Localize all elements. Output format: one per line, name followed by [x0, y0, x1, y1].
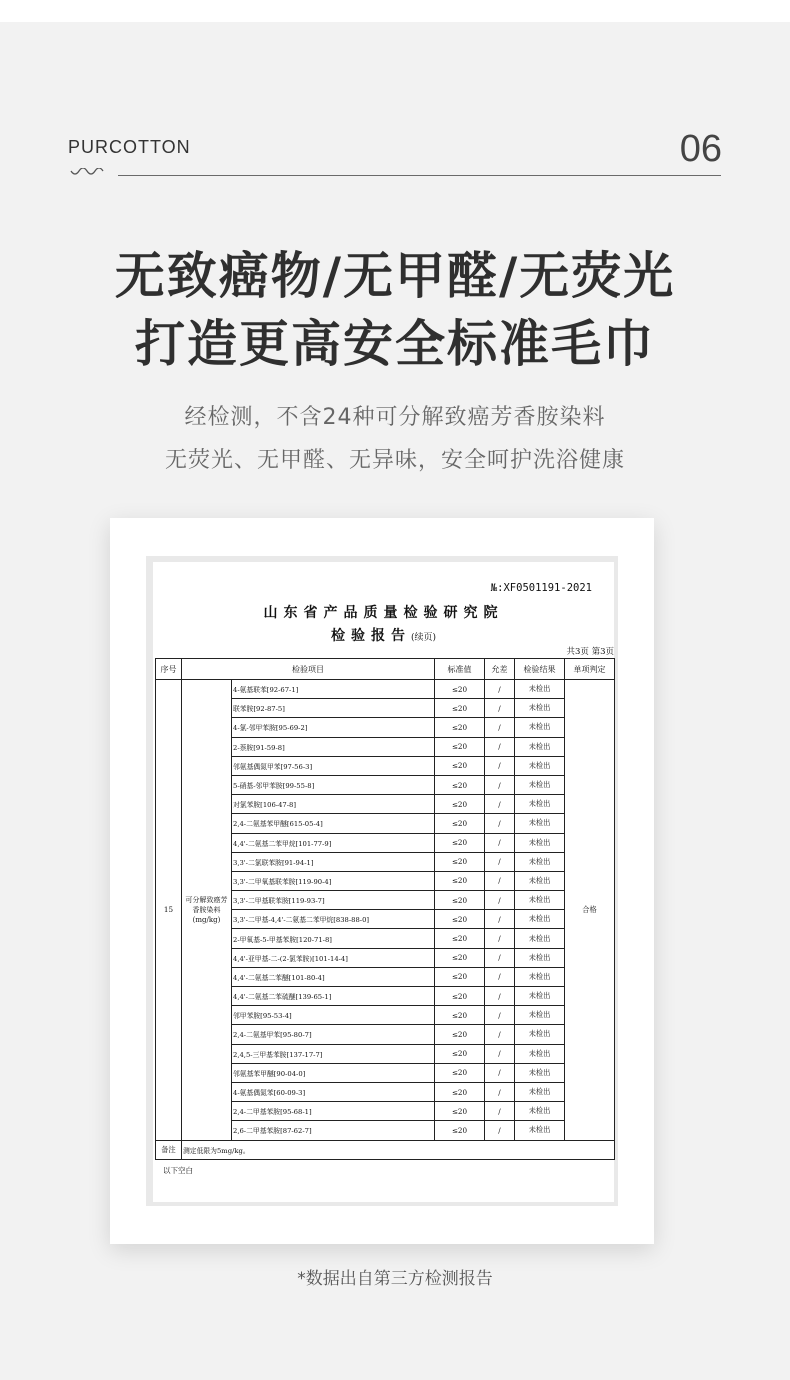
- tolerance: /: [485, 814, 515, 833]
- test-item: 2,4-二氨基甲苯[95-80-7]: [232, 1025, 435, 1044]
- description-line2: 无荧光、无甲醛、无异味，安全呵护洗浴健康: [164, 448, 625, 473]
- tolerance: /: [485, 1025, 515, 1044]
- test-item: 3,3'-二甲氧基联苯胺[119-90-4]: [232, 871, 435, 890]
- test-item: 4,4'-二氨基二苯醚[101-80-4]: [232, 967, 435, 986]
- page-number: 06: [679, 128, 722, 170]
- test-result: 未检出: [515, 929, 565, 948]
- standard-value: ≤20: [435, 680, 485, 699]
- tolerance: /: [485, 756, 515, 775]
- tolerance: /: [485, 1063, 515, 1082]
- test-item: 联苯胺[92-87-5]: [232, 699, 435, 718]
- test-item: 2,4,5-三甲基苯胺[137-17-7]: [232, 1044, 435, 1063]
- tolerance: /: [485, 1044, 515, 1063]
- description-line1: 经检测，不含24种可分解致癌芳香胺染料: [184, 405, 606, 430]
- test-report: [153, 562, 614, 1202]
- test-item: 4-氨基联苯[92-67-1]: [232, 680, 435, 699]
- tolerance: /: [485, 1006, 515, 1025]
- tolerance: /: [485, 987, 515, 1006]
- standard-value: ≤20: [435, 756, 485, 775]
- test-result: 未检出: [515, 987, 565, 1006]
- test-item: 2,6-二甲基苯胺[87-62-7]: [232, 1121, 435, 1140]
- test-result: 未检出: [515, 795, 565, 814]
- report-title-text: 检验报告: [330, 628, 411, 644]
- standard-value: ≤20: [435, 910, 485, 929]
- tolerance: /: [485, 891, 515, 910]
- column-header: 序号: [156, 659, 182, 680]
- standard-value: ≤20: [435, 795, 485, 814]
- test-item: 对氯苯胺[106-47-8]: [232, 795, 435, 814]
- blank-below-note: 以下空白: [163, 1166, 193, 1175]
- test-item: 4,4'-二氨基二苯硫醚[139-65-1]: [232, 987, 435, 1006]
- tolerance: /: [485, 680, 515, 699]
- test-result: 未检出: [515, 1121, 565, 1140]
- test-result: 未检出: [515, 1006, 565, 1025]
- header-rule: [118, 175, 721, 176]
- test-result: 未检出: [515, 948, 565, 967]
- tolerance: /: [485, 699, 515, 718]
- standard-value: ≤20: [435, 1044, 485, 1063]
- test-category: 可分解致癌芳香胺染料(mg/kg): [182, 680, 232, 1141]
- standard-value: ≤20: [435, 852, 485, 871]
- column-header: 标准值: [435, 659, 485, 680]
- tolerance: /: [485, 948, 515, 967]
- remark-row: [156, 1140, 615, 1159]
- test-result: 未检出: [515, 814, 565, 833]
- test-result: 未检出: [515, 1102, 565, 1121]
- tolerance: /: [485, 967, 515, 986]
- standard-value: ≤20: [435, 1082, 485, 1101]
- test-result: 未检出: [515, 718, 565, 737]
- report-number: №:XF0501191-2021: [490, 582, 592, 594]
- standard-value: ≤20: [435, 1121, 485, 1140]
- column-header: 允差: [485, 659, 515, 680]
- test-item: 4-氯-邻甲苯胺[95-69-2]: [232, 718, 435, 737]
- test-result: 未检出: [515, 1082, 565, 1101]
- test-result: 未检出: [515, 1025, 565, 1044]
- test-item: 2-萘胺[91-59-8]: [232, 737, 435, 756]
- test-item: 3,3'-二氯联苯胺[91-94-1]: [232, 852, 435, 871]
- wave-icon: [70, 168, 104, 178]
- tolerance: /: [485, 795, 515, 814]
- tolerance: /: [485, 718, 515, 737]
- test-result: 未检出: [515, 1044, 565, 1063]
- standard-value: ≤20: [435, 871, 485, 890]
- test-item: 5-硝基-邻甲苯胺[99-55-8]: [232, 775, 435, 794]
- test-item: 邻氨基偶氮甲苯[97-56-3]: [232, 756, 435, 775]
- tolerance: /: [485, 871, 515, 890]
- tolerance: /: [485, 775, 515, 794]
- remark-text: 测定低限为5mg/kg。: [182, 1140, 615, 1159]
- test-result: 未检出: [515, 775, 565, 794]
- test-result: 未检出: [515, 699, 565, 718]
- institute-name: 山东省产品质量检验研究院: [263, 605, 504, 621]
- standard-value: ≤20: [435, 699, 485, 718]
- tolerance: /: [485, 910, 515, 929]
- test-item: 4,4'-亚甲基-二-(2-氯苯胺)[101-14-4]: [232, 948, 435, 967]
- tolerance: /: [485, 833, 515, 852]
- standard-value: ≤20: [435, 737, 485, 756]
- top-strip: [0, 0, 790, 22]
- column-header: 检验结果: [515, 659, 565, 680]
- test-result: 未检出: [515, 1063, 565, 1082]
- test-result: 未检出: [515, 756, 565, 775]
- brand-name: PURCOTTON: [68, 137, 191, 157]
- test-item: 3,3'-二甲基联苯胺[119-93-7]: [232, 891, 435, 910]
- test-item: 4,4'-二氨基二苯甲烷[101-77-9]: [232, 833, 435, 852]
- standard-value: ≤20: [435, 775, 485, 794]
- standard-value: ≤20: [435, 1102, 485, 1121]
- test-item: 2,4-二氨基苯甲醚[615-05-4]: [232, 814, 435, 833]
- standard-value: ≤20: [435, 814, 485, 833]
- report-table: [155, 658, 615, 1160]
- standard-value: ≤20: [435, 1006, 485, 1025]
- test-item: 4-氨基偶氮苯[60-09-3]: [232, 1082, 435, 1101]
- test-item: 邻氨基苯甲醚[90-04-0]: [232, 1063, 435, 1082]
- tolerance: /: [485, 737, 515, 756]
- report-title-note: (续页): [410, 633, 437, 643]
- tolerance: /: [485, 929, 515, 948]
- standard-value: ≤20: [435, 833, 485, 852]
- judgement: 合格: [565, 680, 615, 1141]
- test-result: 未检出: [515, 891, 565, 910]
- standard-value: ≤20: [435, 1025, 485, 1044]
- test-result: 未检出: [515, 967, 565, 986]
- test-result: 未检出: [515, 852, 565, 871]
- test-item: 2-甲氧基-5-甲基苯胺[120-71-8]: [232, 929, 435, 948]
- tolerance: /: [485, 852, 515, 871]
- standard-value: ≤20: [435, 948, 485, 967]
- table-row: [156, 680, 615, 699]
- test-item: 邻甲苯胺[95-53-4]: [232, 1006, 435, 1025]
- test-item: 3,3'-二甲基-4,4'-二氨基二苯甲烷[838-88-0]: [232, 910, 435, 929]
- footnote: *数据出自第三方检测报告: [297, 1269, 493, 1289]
- test-result: 未检出: [515, 910, 565, 929]
- standard-value: ≤20: [435, 891, 485, 910]
- page-count: 共3页 第3页: [566, 647, 614, 657]
- standard-value: ≤20: [435, 718, 485, 737]
- standard-value: ≤20: [435, 929, 485, 948]
- column-header: 检验项目: [182, 659, 435, 680]
- tolerance: /: [485, 1121, 515, 1140]
- test-result: 未检出: [515, 680, 565, 699]
- column-header: 单项判定: [565, 659, 615, 680]
- headline-line2: 打造更高安全标准毛巾: [135, 315, 655, 373]
- remark-label: 备注: [156, 1140, 182, 1159]
- test-item: 2,4-二甲基苯胺[95-68-1]: [232, 1102, 435, 1121]
- test-result: 未检出: [515, 871, 565, 890]
- tolerance: /: [485, 1102, 515, 1121]
- headline-line1: 无致癌物/无甲醛/无荧光: [114, 247, 676, 305]
- test-result: 未检出: [515, 833, 565, 852]
- report-title: [153, 625, 614, 645]
- tolerance: /: [485, 1082, 515, 1101]
- table-header-row: [156, 659, 615, 680]
- standard-value: ≤20: [435, 1063, 485, 1082]
- standard-value: ≤20: [435, 987, 485, 1006]
- sequence-number: 15: [156, 680, 182, 1141]
- standard-value: ≤20: [435, 967, 485, 986]
- test-result: 未检出: [515, 737, 565, 756]
